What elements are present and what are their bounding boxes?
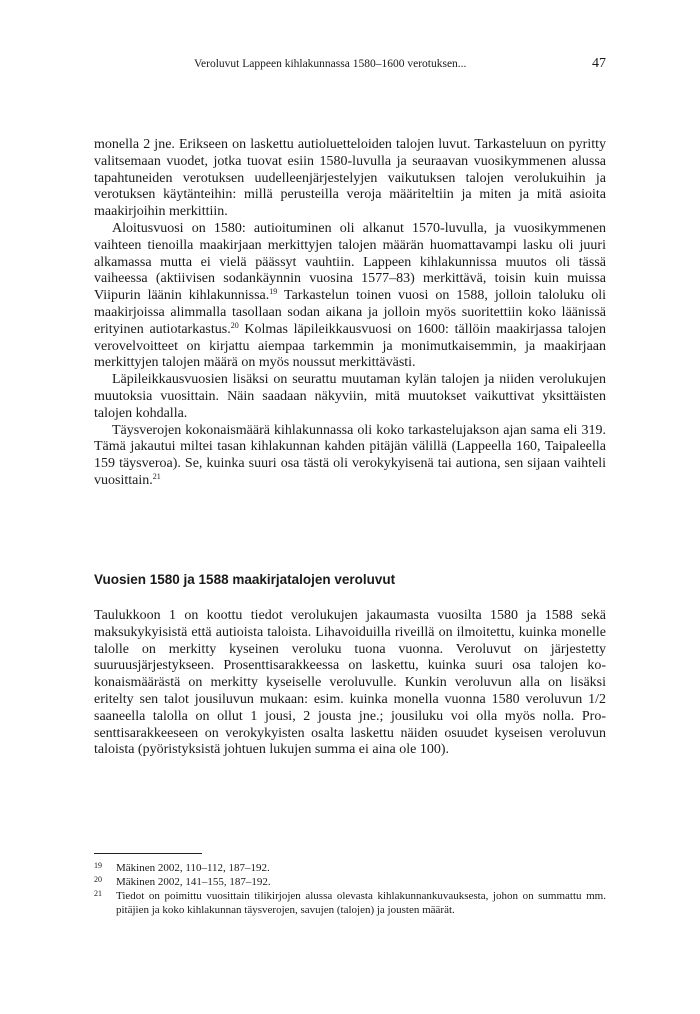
footnotes [94, 861, 606, 917]
footnote-divider [94, 853, 202, 854]
running-header [94, 56, 606, 72]
section-heading: Vuosien 1580 ja 1588 maakirjatalojen veroluvut [94, 572, 396, 587]
paragraph-5: Taulukkoon 1 on koottu tiedot verolukujen jakaumasta vuosilta 1580 ja 1588 sekä maksukykyisistä että autioista taloista. Lihavoiduilla riveillä on ilmoitettu, kuinka monelle talolle on merkitty kyseinen veroluku tuona vuonna. Veroluvut on järjestetty suuruusjärjestykseen. Prosenttisarakkeessa on laskettu, kuinka suuri osa talojen kokonaismäärästä on merkitty kyseiselle veroluvulle. Kunkin veroluvun alla on lisäksi eritelty sen talot jousiluvun mukaan: esim. kuinka monella vuonna 1580 veroluvun 1/2 saaneella talolla on ollut 1 jousi, 2 jousta jne.; jousiluku voi olla myös nolla. Prosenttisarakkeeseen on verokykyisten osalta laskettu näiden osuudet kyseisen veroluvun taloista (pyöristyksistä johtuen lukujen summa ei aina ole 100). [94, 608, 606, 758]
paragraph-4-text: Täysverojen kokonaismäärä kihlakunnassa oli koko tarkastelujakson ajan sama eli 319. Tämä jakautui miltei tasan kihlakunnan kahden pitäjän välillä (Lappeella 160, Taipaleella 159 täysveroa). Se, kuinka suuri osa tästä oli verokykyisenä tai autiona, sen sijaan vaihteli vuosittain. [94, 422, 606, 488]
running-title: Veroluvut Lappeen kihlakunnassa 1580–1600 verotuksen... [194, 58, 467, 70]
body-section-2 [94, 608, 606, 759]
paragraph-2 [94, 221, 606, 372]
footnote-number: 19 [94, 861, 102, 870]
footnote-ref-19: 19 [269, 287, 278, 297]
footnote-text: Tiedot on poimittu vuosittain tilikirjojen alussa olevasta kihlakunnankuvauksesta, johon on summattu mm. pitäjien ja koko kihlakunnan täysverojen, savujen (talojen) ja jousten määrät. [116, 890, 606, 916]
paragraph-3: Läpileikkausvuosien lisäksi on seurattu muutaman kylän talojen ja niiden verolukujen muutoksia vuosittain. Näin saadaan näkyviin, mitä muutokset vaikuttivat yksittäisten talojen kohdalla. [94, 372, 606, 421]
paragraph-1: monella 2 jne. Erikseen on laskettu autioluetteloiden talojen luvut. Tarkasteluun on pyritty valitsemaan vuodet, jotka tuovat esiin 1580-luvulla ja seuraavan vuosikymmenen alussa tapahtuneiden verotuksen uudelleenjärjestelyjen vaikutuksen talojen verolukuihin ja verotuksen käytänteihin: millä perusteilla veroja määriteltiin ja miten ja mitä asioita maakirjoihin merkittiin. [94, 137, 606, 220]
footnote-19 [94, 861, 606, 875]
paragraph-2-part-c: Kolmas läpileikkausvuosi on 1600: tällöin maakirjassa talojen verovelvoitteet on kirjattu aiempaa tarkemmin ja monimutkaisemmin, ja maakirjaan merkittyjen talojen määrä on myös noussut merkittävästi. [94, 321, 606, 371]
paragraph-4 [94, 423, 606, 490]
body-section-1 [94, 137, 606, 490]
page-number: 47 [592, 56, 606, 71]
footnote-ref-20: 20 [230, 320, 239, 330]
footnote-text: Mäkinen 2002, 110–112, 187–192. [116, 862, 270, 874]
footnote-text: Mäkinen 2002, 141–155, 187–192. [116, 876, 271, 888]
footnote-ref-21: 21 [152, 471, 161, 481]
footnote-21 [94, 889, 606, 917]
paragraph-2-part-b: Tarkastelun toinen vuosi on 1588, jolloin taloluku oli maakirjoissa alimmalla tasollaan sodan aikana ja jolloin myös suoritettiin koko läänissä erityinen autiotarkastus. [94, 288, 606, 337]
document-page [94, 0, 606, 1014]
footnote-number: 20 [94, 875, 102, 884]
footnote-number: 21 [94, 889, 102, 898]
paragraph-2-part-a: Aloitusvuosi on 1580: autioituminen oli alkanut 1570-luvulla, ja vuosikymmenen vaihteen tienoilla maakirjaan merkittyjen talojen määrän huomattavampi lasku oli juuri alkamassa mutta ei vielä päässyt vauhtiin. Lappeen kihlakunnissa muutos oli tässä vaiheessa (aktiivisen sodankäynnin vuosina 1577–83) merkittävä, toisin kuin muissa Viipurin läänin kihlakunnissa. [94, 220, 606, 304]
footnote-20 [94, 875, 606, 889]
